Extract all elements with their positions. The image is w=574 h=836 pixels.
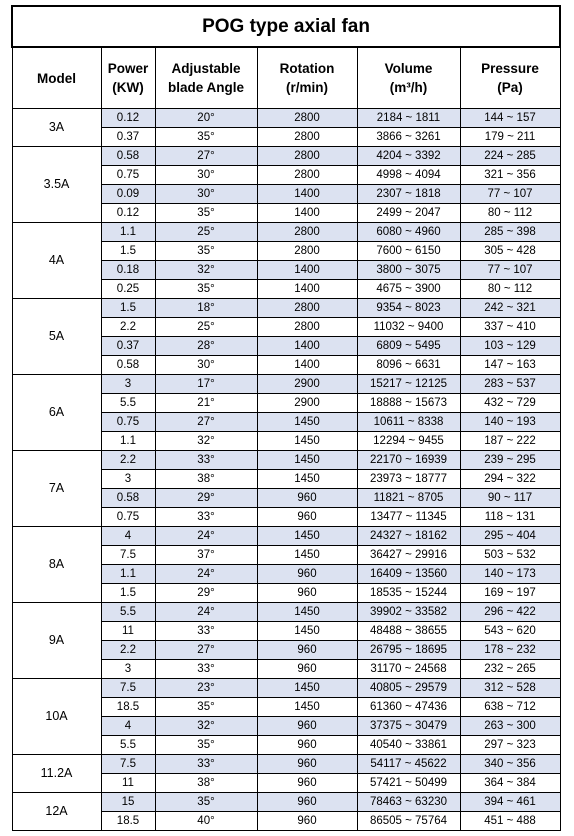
rotation-cell: 1450 bbox=[257, 470, 357, 489]
table-row bbox=[12, 451, 560, 470]
pressure-cell: 179 ~ 211 bbox=[460, 128, 560, 147]
pressure-cell: 144 ~ 157 bbox=[460, 109, 560, 128]
rotation-cell: 1450 bbox=[257, 698, 357, 717]
angle-cell: 38° bbox=[155, 774, 257, 793]
volume-cell: 31170 ~ 24568 bbox=[357, 660, 460, 679]
angle-cell: 23° bbox=[155, 679, 257, 698]
pressure-cell: 296 ~ 422 bbox=[460, 603, 560, 622]
angle-cell: 40° bbox=[155, 812, 257, 831]
pressure-cell: 394 ~ 461 bbox=[460, 793, 560, 812]
power-cell: 7.5 bbox=[101, 755, 155, 774]
angle-cell: 33° bbox=[155, 622, 257, 641]
pressure-cell: 80 ~ 112 bbox=[460, 204, 560, 223]
table-row bbox=[12, 793, 560, 812]
angle-cell: 35° bbox=[155, 204, 257, 223]
angle-cell: 33° bbox=[155, 755, 257, 774]
power-cell: 18.5 bbox=[101, 698, 155, 717]
power-cell: 0.37 bbox=[101, 337, 155, 356]
rotation-cell: 960 bbox=[257, 584, 357, 603]
pressure-cell: 77 ~ 107 bbox=[460, 185, 560, 204]
volume-cell: 24327 ~ 18162 bbox=[357, 527, 460, 546]
angle-cell: 37° bbox=[155, 546, 257, 565]
angle-cell: 18° bbox=[155, 299, 257, 318]
fan-spec-table bbox=[11, 5, 561, 831]
angle-cell: 30° bbox=[155, 166, 257, 185]
rotation-cell: 1450 bbox=[257, 432, 357, 451]
header-rotation bbox=[257, 47, 357, 109]
header-angle-line2: blade Angle bbox=[167, 80, 244, 95]
rotation-cell: 1450 bbox=[257, 622, 357, 641]
rotation-cell: 1400 bbox=[257, 261, 357, 280]
power-cell: 0.37 bbox=[101, 128, 155, 147]
angle-cell: 30° bbox=[155, 185, 257, 204]
rotation-cell: 2800 bbox=[257, 242, 357, 261]
header-volume bbox=[357, 47, 460, 109]
rotation-cell: 2800 bbox=[257, 318, 357, 337]
power-cell: 1.5 bbox=[101, 242, 155, 261]
pressure-cell: 503 ~ 532 bbox=[460, 546, 560, 565]
header-volume-line2: (m³/h) bbox=[389, 80, 428, 95]
rotation-cell: 1400 bbox=[257, 204, 357, 223]
volume-cell: 10611 ~ 8338 bbox=[357, 413, 460, 432]
rotation-cell: 1450 bbox=[257, 679, 357, 698]
power-cell: 0.58 bbox=[101, 147, 155, 166]
header-row bbox=[12, 47, 560, 109]
angle-cell: 35° bbox=[155, 736, 257, 755]
power-cell: 5.5 bbox=[101, 603, 155, 622]
pressure-cell: 80 ~ 112 bbox=[460, 280, 560, 299]
angle-cell: 17° bbox=[155, 375, 257, 394]
angle-cell: 28° bbox=[155, 337, 257, 356]
power-cell: 0.75 bbox=[101, 166, 155, 185]
power-cell: 11 bbox=[101, 622, 155, 641]
header-pressure bbox=[460, 47, 560, 109]
rotation-cell: 2800 bbox=[257, 128, 357, 147]
angle-cell: 35° bbox=[155, 698, 257, 717]
model-cell: 3.5A bbox=[12, 147, 101, 223]
volume-cell: 57421 ~ 50499 bbox=[357, 774, 460, 793]
rotation-cell: 1400 bbox=[257, 356, 357, 375]
volume-cell: 4998 ~ 4094 bbox=[357, 166, 460, 185]
volume-cell: 15217 ~ 12125 bbox=[357, 375, 460, 394]
pressure-cell: 337 ~ 410 bbox=[460, 318, 560, 337]
rotation-cell: 960 bbox=[257, 793, 357, 812]
header-pressure-line2: (Pa) bbox=[497, 80, 523, 95]
volume-cell: 16409 ~ 13560 bbox=[357, 565, 460, 584]
volume-cell: 12294 ~ 9455 bbox=[357, 432, 460, 451]
rotation-cell: 2800 bbox=[257, 147, 357, 166]
model-cell: 4A bbox=[12, 223, 101, 299]
volume-cell: 36427 ~ 29916 bbox=[357, 546, 460, 565]
power-cell: 0.75 bbox=[101, 413, 155, 432]
rotation-cell: 2800 bbox=[257, 109, 357, 128]
pressure-cell: 169 ~ 197 bbox=[460, 584, 560, 603]
power-cell: 1.5 bbox=[101, 584, 155, 603]
power-cell: 7.5 bbox=[101, 546, 155, 565]
pressure-cell: 140 ~ 173 bbox=[460, 565, 560, 584]
angle-cell: 27° bbox=[155, 147, 257, 166]
pressure-cell: 242 ~ 321 bbox=[460, 299, 560, 318]
table-title: POG type axial fan bbox=[12, 6, 560, 47]
pressure-cell: 297 ~ 323 bbox=[460, 736, 560, 755]
volume-cell: 2307 ~ 1818 bbox=[357, 185, 460, 204]
rotation-cell: 1450 bbox=[257, 546, 357, 565]
volume-cell: 7600 ~ 6150 bbox=[357, 242, 460, 261]
angle-cell: 25° bbox=[155, 318, 257, 337]
power-cell: 4 bbox=[101, 527, 155, 546]
power-cell: 0.09 bbox=[101, 185, 155, 204]
power-cell: 2.2 bbox=[101, 451, 155, 470]
pressure-cell: 543 ~ 620 bbox=[460, 622, 560, 641]
model-cell: 9A bbox=[12, 603, 101, 679]
pressure-cell: 432 ~ 729 bbox=[460, 394, 560, 413]
pressure-cell: 305 ~ 428 bbox=[460, 242, 560, 261]
pressure-cell: 312 ~ 528 bbox=[460, 679, 560, 698]
pressure-cell: 239 ~ 295 bbox=[460, 451, 560, 470]
power-cell: 3 bbox=[101, 470, 155, 489]
rotation-cell: 1400 bbox=[257, 337, 357, 356]
pressure-cell: 321 ~ 356 bbox=[460, 166, 560, 185]
angle-cell: 35° bbox=[155, 242, 257, 261]
model-cell: 3A bbox=[12, 109, 101, 147]
table-row bbox=[12, 299, 560, 318]
header-power-line1: Power bbox=[107, 61, 149, 76]
volume-cell: 26795 ~ 18695 bbox=[357, 641, 460, 660]
rotation-cell: 960 bbox=[257, 641, 357, 660]
pressure-cell: 224 ~ 285 bbox=[460, 147, 560, 166]
power-cell: 1.1 bbox=[101, 223, 155, 242]
volume-cell: 11821 ~ 8705 bbox=[357, 489, 460, 508]
volume-cell: 86505 ~ 75764 bbox=[357, 812, 460, 831]
rotation-cell: 2800 bbox=[257, 223, 357, 242]
angle-cell: 38° bbox=[155, 470, 257, 489]
angle-cell: 29° bbox=[155, 584, 257, 603]
power-cell: 1.1 bbox=[101, 432, 155, 451]
power-cell: 0.58 bbox=[101, 356, 155, 375]
table-row bbox=[12, 679, 560, 698]
power-cell: 0.12 bbox=[101, 204, 155, 223]
volume-cell: 4204 ~ 3392 bbox=[357, 147, 460, 166]
volume-cell: 18888 ~ 15673 bbox=[357, 394, 460, 413]
volume-cell: 2184 ~ 1811 bbox=[357, 109, 460, 128]
angle-cell: 21° bbox=[155, 394, 257, 413]
rotation-cell: 960 bbox=[257, 755, 357, 774]
rotation-cell: 1400 bbox=[257, 280, 357, 299]
pressure-cell: 294 ~ 322 bbox=[460, 470, 560, 489]
rotation-cell: 2800 bbox=[257, 166, 357, 185]
power-cell: 5.5 bbox=[101, 394, 155, 413]
angle-cell: 25° bbox=[155, 223, 257, 242]
volume-cell: 54117 ~ 45622 bbox=[357, 755, 460, 774]
table-row bbox=[12, 223, 560, 242]
power-cell: 1.5 bbox=[101, 299, 155, 318]
volume-cell: 23973 ~ 18777 bbox=[357, 470, 460, 489]
rotation-cell: 960 bbox=[257, 565, 357, 584]
pressure-cell: 285 ~ 398 bbox=[460, 223, 560, 242]
angle-cell: 20° bbox=[155, 109, 257, 128]
model-cell: 5A bbox=[12, 299, 101, 375]
rotation-cell: 960 bbox=[257, 812, 357, 831]
volume-cell: 61360 ~ 47436 bbox=[357, 698, 460, 717]
volume-cell: 3800 ~ 3075 bbox=[357, 261, 460, 280]
volume-cell: 9354 ~ 8023 bbox=[357, 299, 460, 318]
pressure-cell: 178 ~ 232 bbox=[460, 641, 560, 660]
pressure-cell: 103 ~ 129 bbox=[460, 337, 560, 356]
angle-cell: 27° bbox=[155, 641, 257, 660]
power-cell: 2.2 bbox=[101, 318, 155, 337]
header-angle bbox=[155, 47, 257, 109]
table-row bbox=[12, 109, 560, 128]
pressure-cell: 283 ~ 537 bbox=[460, 375, 560, 394]
power-cell: 0.18 bbox=[101, 261, 155, 280]
volume-cell: 6809 ~ 5495 bbox=[357, 337, 460, 356]
header-power-line2: (KW) bbox=[112, 80, 144, 95]
pressure-cell: 232 ~ 265 bbox=[460, 660, 560, 679]
volume-cell: 2499 ~ 2047 bbox=[357, 204, 460, 223]
angle-cell: 35° bbox=[155, 128, 257, 147]
angle-cell: 35° bbox=[155, 793, 257, 812]
pressure-cell: 451 ~ 488 bbox=[460, 812, 560, 831]
power-cell: 5.5 bbox=[101, 736, 155, 755]
table-body bbox=[12, 109, 560, 831]
power-cell: 3 bbox=[101, 375, 155, 394]
rotation-cell: 1450 bbox=[257, 603, 357, 622]
volume-cell: 40540 ~ 33861 bbox=[357, 736, 460, 755]
volume-cell: 78463 ~ 63230 bbox=[357, 793, 460, 812]
model-cell: 11.2A bbox=[12, 755, 101, 793]
angle-cell: 32° bbox=[155, 717, 257, 736]
table-row bbox=[12, 755, 560, 774]
header-pressure-line1: Pressure bbox=[481, 61, 539, 76]
volume-cell: 22170 ~ 16939 bbox=[357, 451, 460, 470]
rotation-cell: 960 bbox=[257, 489, 357, 508]
rotation-cell: 960 bbox=[257, 736, 357, 755]
angle-cell: 27° bbox=[155, 413, 257, 432]
angle-cell: 32° bbox=[155, 432, 257, 451]
header-model: Model bbox=[12, 47, 101, 109]
rotation-cell: 960 bbox=[257, 660, 357, 679]
power-cell: 4 bbox=[101, 717, 155, 736]
power-cell: 15 bbox=[101, 793, 155, 812]
rotation-cell: 2800 bbox=[257, 299, 357, 318]
pressure-cell: 263 ~ 300 bbox=[460, 717, 560, 736]
model-cell: 8A bbox=[12, 527, 101, 603]
volume-cell: 18535 ~ 15244 bbox=[357, 584, 460, 603]
volume-cell: 39902 ~ 33582 bbox=[357, 603, 460, 622]
pressure-cell: 77 ~ 107 bbox=[460, 261, 560, 280]
rotation-cell: 960 bbox=[257, 508, 357, 527]
table-row bbox=[12, 603, 560, 622]
power-cell: 7.5 bbox=[101, 679, 155, 698]
power-cell: 2.2 bbox=[101, 641, 155, 660]
volume-cell: 8096 ~ 6631 bbox=[357, 356, 460, 375]
angle-cell: 33° bbox=[155, 508, 257, 527]
volume-cell: 3866 ~ 3261 bbox=[357, 128, 460, 147]
model-cell: 6A bbox=[12, 375, 101, 451]
power-cell: 0.58 bbox=[101, 489, 155, 508]
pressure-cell: 638 ~ 712 bbox=[460, 698, 560, 717]
rotation-cell: 1450 bbox=[257, 413, 357, 432]
angle-cell: 24° bbox=[155, 565, 257, 584]
pressure-cell: 187 ~ 222 bbox=[460, 432, 560, 451]
model-cell: 7A bbox=[12, 451, 101, 527]
rotation-cell: 960 bbox=[257, 774, 357, 793]
rotation-cell: 2900 bbox=[257, 375, 357, 394]
angle-cell: 33° bbox=[155, 660, 257, 679]
angle-cell: 29° bbox=[155, 489, 257, 508]
angle-cell: 33° bbox=[155, 451, 257, 470]
table-row bbox=[12, 147, 560, 166]
volume-cell: 13477 ~ 11345 bbox=[357, 508, 460, 527]
pressure-cell: 147 ~ 163 bbox=[460, 356, 560, 375]
angle-cell: 24° bbox=[155, 603, 257, 622]
volume-cell: 48488 ~ 38655 bbox=[357, 622, 460, 641]
pressure-cell: 295 ~ 404 bbox=[460, 527, 560, 546]
table-row bbox=[12, 375, 560, 394]
volume-cell: 40805 ~ 29579 bbox=[357, 679, 460, 698]
angle-cell: 32° bbox=[155, 261, 257, 280]
table-row bbox=[12, 527, 560, 546]
power-cell: 1.1 bbox=[101, 565, 155, 584]
pressure-cell: 364 ~ 384 bbox=[460, 774, 560, 793]
pressure-cell: 118 ~ 131 bbox=[460, 508, 560, 527]
power-cell: 0.75 bbox=[101, 508, 155, 527]
power-cell: 11 bbox=[101, 774, 155, 793]
power-cell: 18.5 bbox=[101, 812, 155, 831]
header-volume-line1: Volume bbox=[384, 61, 433, 76]
rotation-cell: 960 bbox=[257, 717, 357, 736]
power-cell: 0.12 bbox=[101, 109, 155, 128]
volume-cell: 11032 ~ 9400 bbox=[357, 318, 460, 337]
rotation-cell: 1450 bbox=[257, 527, 357, 546]
model-cell: 10A bbox=[12, 679, 101, 755]
volume-cell: 6080 ~ 4960 bbox=[357, 223, 460, 242]
angle-cell: 35° bbox=[155, 280, 257, 299]
model-cell: 12A bbox=[12, 793, 101, 831]
power-cell: 0.25 bbox=[101, 280, 155, 299]
angle-cell: 24° bbox=[155, 527, 257, 546]
header-angle-line1: Adjustable bbox=[171, 61, 241, 76]
power-cell: 3 bbox=[101, 660, 155, 679]
pressure-cell: 140 ~ 193 bbox=[460, 413, 560, 432]
pressure-cell: 90 ~ 117 bbox=[460, 489, 560, 508]
rotation-cell: 1400 bbox=[257, 185, 357, 204]
header-rotation-line2: (r/min) bbox=[286, 80, 328, 95]
rotation-cell: 1450 bbox=[257, 451, 357, 470]
pressure-cell: 340 ~ 356 bbox=[460, 755, 560, 774]
header-power bbox=[101, 47, 155, 109]
rotation-cell: 2900 bbox=[257, 394, 357, 413]
volume-cell: 37375 ~ 30479 bbox=[357, 717, 460, 736]
header-rotation-line1: Rotation bbox=[279, 61, 335, 76]
volume-cell: 4675 ~ 3900 bbox=[357, 280, 460, 299]
angle-cell: 30° bbox=[155, 356, 257, 375]
